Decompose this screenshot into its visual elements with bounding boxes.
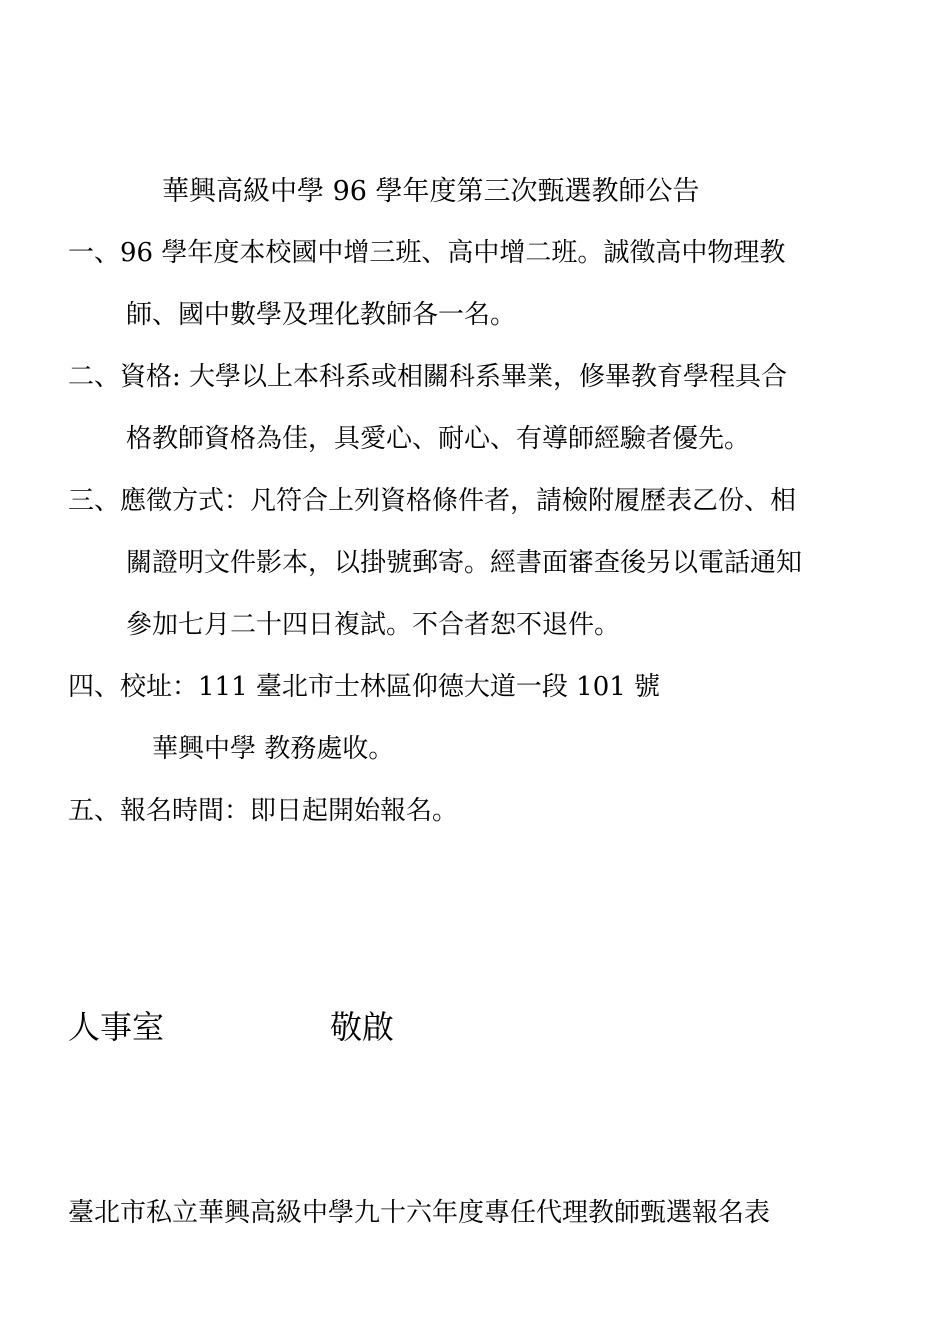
item-application-method bbox=[68, 480, 802, 666]
announcement-title: 華興高級中學 96 學年度第三次甄選教師公告 bbox=[162, 176, 700, 207]
signature-closing: 敬啟 bbox=[330, 1008, 395, 1046]
item-registration-period bbox=[68, 790, 458, 852]
signature bbox=[68, 1004, 394, 1050]
item-line: 關證明文件影本，以掛號郵寄。經書面審查後另以電話通知 bbox=[126, 548, 803, 578]
item-line: 四、校址：111 臺北市士林區仰德大道一段 101 號 bbox=[68, 672, 661, 702]
item-qualifications bbox=[68, 356, 787, 480]
item-line: 華興中學 教務處收。 bbox=[152, 734, 395, 764]
item-line: 格教師資格為佳，具愛心、耐心、有導師經驗者優先。 bbox=[126, 424, 751, 454]
item-line: 三、應徵方式：凡符合上列資格條件者，請檢附履歷表乙份、相 bbox=[68, 486, 797, 516]
item-vacancies bbox=[68, 232, 785, 356]
item-line: 參加七月二十四日複試。不合者恕不退件。 bbox=[126, 610, 621, 640]
registration-form-title: 臺北市私立華興高級中學九十六年度專任代理教師甄選報名表 bbox=[68, 1198, 771, 1228]
item-line: 一、96 學年度本校國中增三班、高中增二班。誠徵高中物理教 bbox=[68, 238, 786, 268]
item-line: 五、報名時間：即日起開始報名。 bbox=[68, 796, 459, 826]
signature-office: 人事室 bbox=[68, 1008, 165, 1046]
item-school-address bbox=[68, 666, 660, 790]
item-line: 二、資格: 大學以上本科系或相關科系畢業，修畢教育學程具合 bbox=[68, 362, 788, 392]
item-line: 師、國中數學及理化教師各一名。 bbox=[126, 300, 517, 330]
